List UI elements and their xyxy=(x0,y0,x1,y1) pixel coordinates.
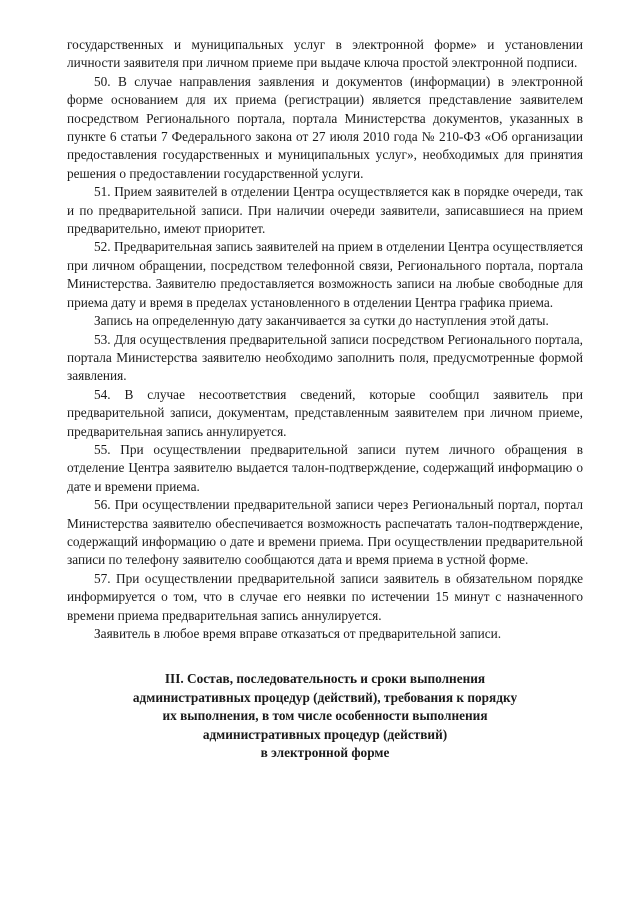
section-heading-line: в электронной форме xyxy=(260,745,390,761)
section-heading xyxy=(67,670,583,762)
paragraph-52-note: Запись на определенную дату заканчивается за сутки до наступления этой даты. xyxy=(94,313,549,329)
section-heading-line: административных процедур (действий), требования к порядку xyxy=(132,689,518,705)
paragraph-51: 51. Прием заявителей в отделении Центра осуществляется как в порядке очереди, так и по предварительной записи. При наличии очереди заявители, записавшиеся на прием предварительно, имеют приоритет. xyxy=(67,184,583,237)
paragraph-57-note: Заявитель в любое время вправе отказаться от предварительной записи. xyxy=(94,626,502,641)
paragraph-50: 50. В случае направления заявления и документов (информации) в электронной форме основанием для их приема (регистрации) является представление заявителем посредством Регионального портала, портала Министерства документов, указанных в пункте 6 статьи 7 Федерального закона от 27 июля 2010 года № 210-ФЗ «Об организации предоставления государственных и муниципальных услуг», необходимых для принятия решения о предоставлении государственной услуги. xyxy=(67,73,583,181)
paragraph-continuation: государственных и муниципальных услуг в электронной форме» и установлении личности заявителя при личном приеме при выдаче ключа простой электронной подписи. xyxy=(67,37,583,71)
paragraph-54: 54. В случае несоответствия сведений, которые сообщил заявитель при предварительной записи, документам, представленным заявителем при личном приеме, предварительная запись аннулируется. xyxy=(67,386,583,439)
paragraph-52: 52. Предварительная запись заявителей на прием в отделении Центра осуществляется при личном обращении, посредством телефонной связи, Регионального портала, портала Министерства. Заявителю предоставляется возможность записи на любые свободные для приема дату и время в пределах установленного в отделении Центра графика приема. xyxy=(67,239,583,310)
section-heading-line: их выполнения, в том числе особенности выполнения xyxy=(162,708,488,724)
document-body xyxy=(67,36,583,643)
paragraph-56: 56. При осуществлении предварительной записи через Региональный портал, портал Министерства заявителю обеспечивается возможность распечатать талон-подтверждение, содержащий информацию о дате и времени приема. При осуществлении предварительной записи по телефону заявителю сообщаются дата и время приема в устной форме. xyxy=(67,497,583,568)
paragraph-57: 57. При осуществлении предварительной записи заявитель в обязательном порядке информируется о том, что в случае его неявки по истечении 15 минут с назначенного времени приема предварительная запись аннулируется. xyxy=(67,570,583,623)
section-heading-line: III. Состав, последовательность и сроки выполнения xyxy=(164,671,486,687)
section-heading-line: административных процедур (действий) xyxy=(202,726,448,742)
paragraph-53: 53. Для осуществления предварительной записи посредством Регионального портала, портала Министерства заявителю необходимо заполнить поля, предусмотренные формой заявления. xyxy=(67,331,583,384)
paragraph-55: 55. При осуществлении предварительной записи путем личного обращения в отделение Центра заявителю выдается талон-подтверждение, содержащий информацию о дате и времени приема. xyxy=(67,441,583,494)
